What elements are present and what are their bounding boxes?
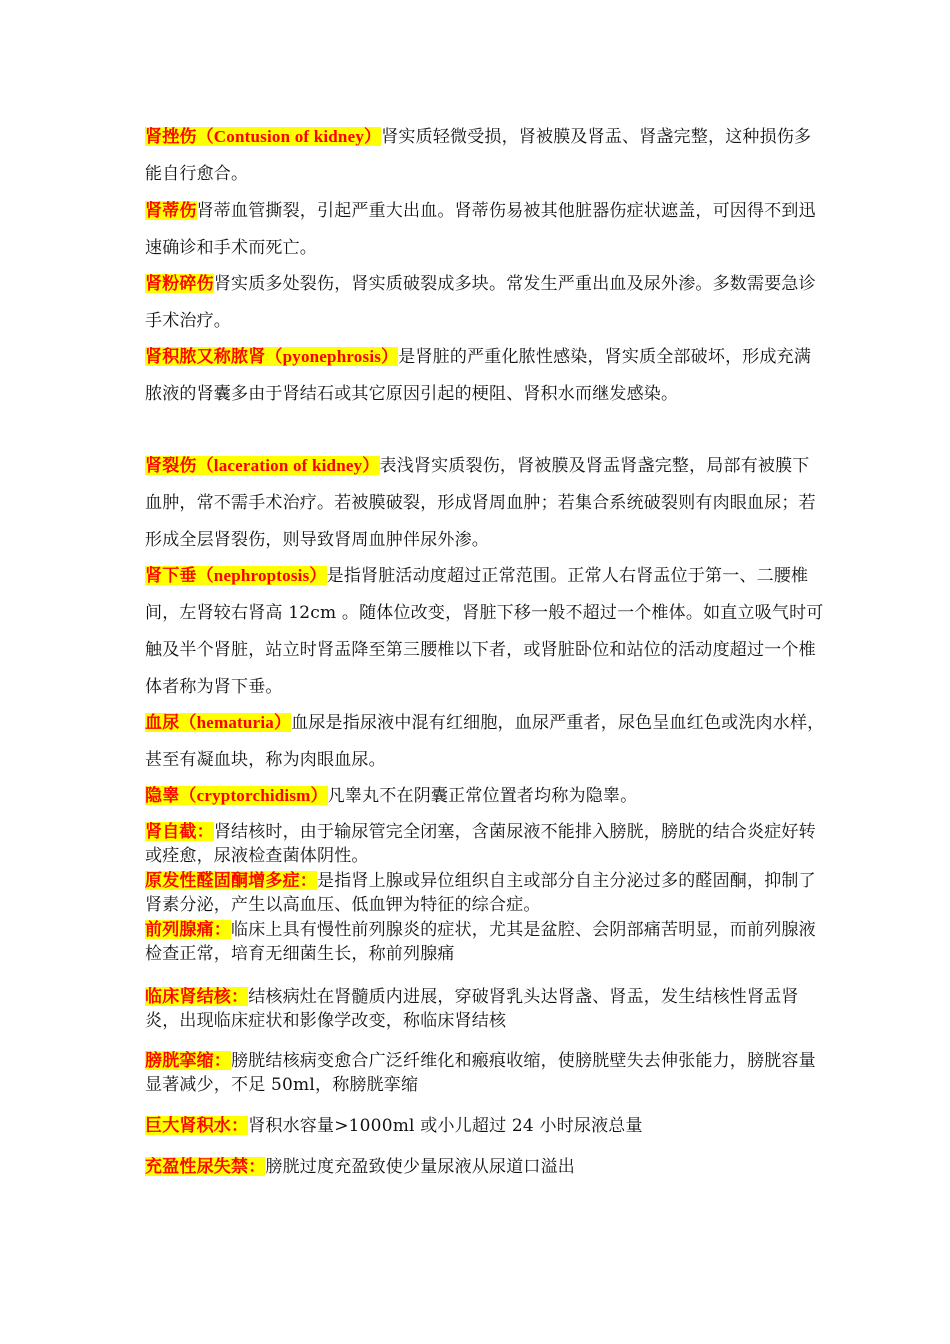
definition-overflow-incontinence: 膀胱过度充盈致使少量尿液从尿道口溢出 (265, 1157, 576, 1177)
definition-shattered-kidney: 肾实质多处裂伤，肾实质破裂成多块。常发生严重出血及尿外渗。多数需要急诊手术治疗。 (145, 274, 816, 331)
definition-clinical-renal-tb: 结核病灶在肾髓质内进展，穿破肾乳头达肾盏、肾盂，发生结核性肾盂肾炎，出现临床症状和影像学改变，称临床肾结核 (145, 987, 799, 1031)
term-shattered-kidney: 肾粉碎伤 (145, 274, 214, 293)
glossary-entry-contracted-bladder (145, 1049, 825, 1097)
definition-hyperaldosteronism: 是指肾上腺或异位组织自主或部分自主分泌过多的醛固酮，抑制了肾素分泌，产生以高血压、低血钾为特征的综合症。 (145, 871, 816, 915)
glossary-entry-overflow-incontinence (145, 1155, 825, 1179)
term-overflow-incontinence: 充盈性尿失禁： (145, 1157, 266, 1176)
definition-renal-pedicle: 肾蒂血管撕裂，引起严重大出血。肾蒂伤易被其他脏器伤症状遮盖，可因得不到迅速确诊和手术而死亡。 (145, 201, 816, 258)
term-contracted-bladder: 膀胱挛缩： (145, 1051, 231, 1070)
glossary-entry-cryptorchidism (145, 777, 825, 815)
term-laceration: 肾裂伤（laceration of kidney） (145, 456, 380, 475)
term-autonephrectomy: 肾自截： (145, 822, 214, 841)
glossary-entry-renal-pedicle (145, 192, 825, 267)
definition-autonephrectomy: 肾结核时，由于输尿管完全闭塞，含菌尿液不能排入膀胱，膀胱的结合炎症好转或痊愈，尿液检查菌体阴性。 (145, 822, 816, 866)
term-hematuria: 血尿（hematuria） (145, 713, 292, 732)
glossary-entry-hematuria (145, 704, 825, 779)
glossary-entry-hyperaldosteronism (145, 869, 825, 917)
term-hyperaldosteronism: 原发性醛固酮增多症： (145, 871, 317, 890)
term-cryptorchidism: 隐睾（cryptorchidism） (145, 786, 328, 805)
glossary-entry-autonephrectomy (145, 820, 825, 868)
term-renal-pedicle: 肾蒂伤 (145, 201, 197, 220)
definition-contracted-bladder: 膀胱结核病变愈合广泛纤维化和瘢痕收缩，使膀胱壁失去伸张能力，膀胱容量显著减少，不足 50ml，称膀胱挛缩 (145, 1051, 816, 1095)
definition-laceration: 表浅肾实质裂伤，肾被膜及肾盂肾盏完整，局部有被膜下血肿，常不需手术治疗。若被膜破裂，形成肾周血肿；若集合系统破裂则有肉眼血尿；若形成全层肾裂伤，则导致肾周血肿伴尿外渗。 (145, 456, 816, 550)
term-nephroptosis: 肾下垂（nephroptosis） (145, 566, 327, 585)
glossary-entry-pyonephrosis (145, 338, 825, 413)
definition-contusion: 肾实质轻微受损，肾被膜及肾盂、肾盏完整，这种损伤多能自行愈合。 (145, 127, 812, 184)
definition-pyonephrosis: 是肾脏的严重化脓性感染，肾实质全部破坏，形成充满脓液的肾囊多由于肾结石或其它原因引起的梗阻、肾积水而继发感染。 (145, 347, 812, 404)
term-giant-hydronephrosis: 巨大肾积水： (145, 1116, 249, 1135)
glossary-entry-nephroptosis (145, 557, 825, 706)
term-contusion: 肾挫伤（Contusion of kidney） (145, 127, 382, 146)
term-pyonephrosis: 肾积脓又称脓肾（pyonephrosis） (145, 347, 399, 366)
definition-prostatodynia: 临床上具有慢性前列腺炎的症状，尤其是盆腔、会阴部痛苦明显，而前列腺液检查正常，培育无细菌生长，称前列腺痛 (145, 920, 816, 964)
definition-hematuria: 血尿是指尿液中混有红细胞，血尿严重者，尿色呈血红色或洗肉水样，甚至有凝血块，称为肉眼血尿。 (145, 713, 825, 770)
glossary-entry-giant-hydronephrosis (145, 1114, 825, 1138)
definition-cryptorchidism: 凡睾丸不在阴囊正常位置者均称为隐睾。 (327, 786, 638, 806)
glossary-entry-clinical-renal-tb (145, 985, 825, 1033)
term-clinical-renal-tb: 临床肾结核： (145, 987, 249, 1006)
term-prostatodynia: 前列腺痛： (145, 920, 231, 939)
definition-giant-hydronephrosis: 肾积水容量>1000ml 或小儿超过 24 小时尿液总量 (248, 1116, 643, 1136)
glossary-entry-shattered-kidney (145, 265, 825, 340)
glossary-entry-contusion (145, 118, 825, 193)
glossary-entry-prostatodynia (145, 918, 825, 966)
glossary-entry-laceration (145, 447, 825, 559)
definition-nephroptosis: 是指肾脏活动度超过正常范围。正常人右肾盂位于第一、二腰椎间，左肾较右肾高 12cm 。随体位改变，肾脏下移一般不超过一个椎体。如直立吸气时可触及半个肾脏，站立时肾盂降至第三腰椎以下者，或肾脏卧位和站位的活动度超过一个椎体者称为肾下垂。 (145, 566, 824, 697)
